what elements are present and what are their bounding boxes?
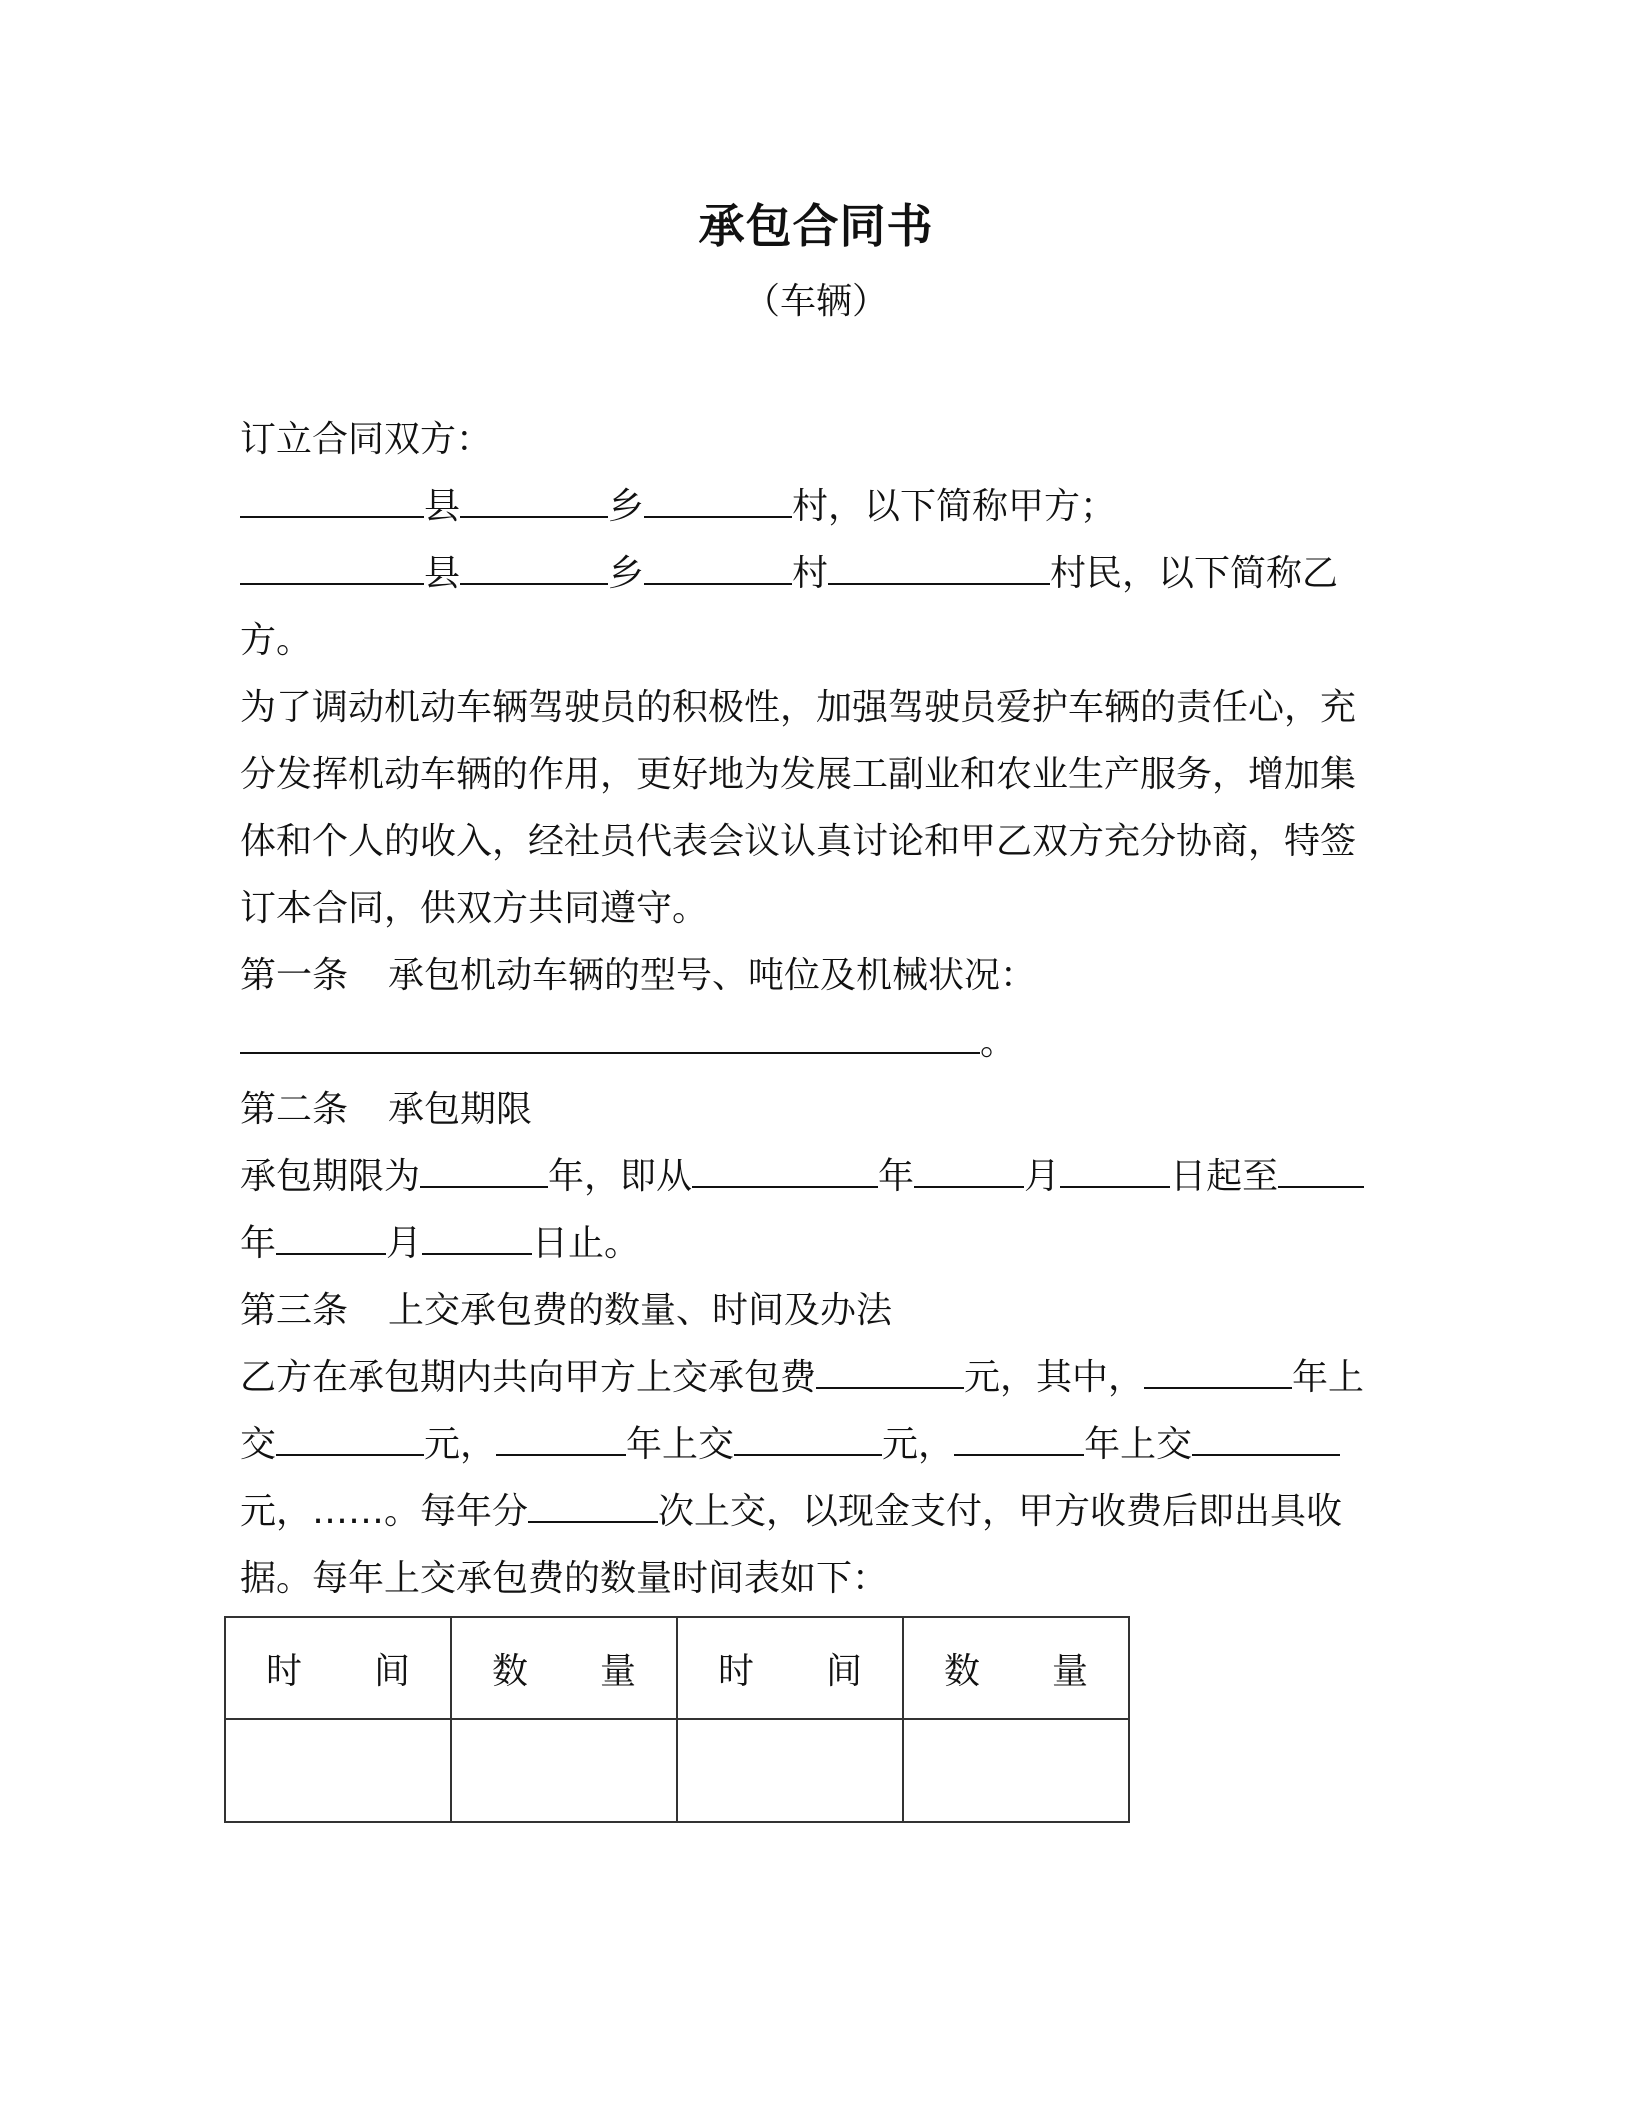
- article-2-line-1: [240, 1143, 1390, 1210]
- document-title: 承包合同书: [698, 199, 934, 253]
- parties-intro: 订立合同双方：: [240, 419, 493, 460]
- party-b-name-blank[interactable]: [828, 553, 1050, 585]
- county-label: 县: [424, 486, 461, 527]
- article-3-line-3: [240, 1478, 1390, 1545]
- term-label: 承包期限为: [240, 1156, 421, 1197]
- fee-total-blank[interactable]: [816, 1357, 964, 1389]
- article-3-line-2: [240, 1411, 1390, 1478]
- start-month-blank[interactable]: [914, 1156, 1024, 1188]
- yuan-label: 元，: [882, 1424, 955, 1465]
- township-label: 乡: [608, 553, 645, 594]
- header-cell-time: 时 间: [677, 1617, 903, 1719]
- party-b-village-blank[interactable]: [644, 553, 792, 585]
- article-1-title: 承包机动车辆的型号、吨位及机械状况：: [388, 955, 1037, 996]
- table-cell[interactable]: [225, 1719, 451, 1822]
- article-1-number: 第一条: [240, 955, 349, 996]
- end-month-blank[interactable]: [276, 1223, 386, 1255]
- fee-total-label: 乙方在承包期内共向甲方上交承包费: [240, 1357, 817, 1398]
- month-label: 月: [386, 1223, 423, 1264]
- installments-label: 元，……。每年分: [240, 1491, 529, 1532]
- document-subtitle: （车辆）: [743, 281, 888, 322]
- preamble-line: 订本合同，供双方共同遵守。: [240, 888, 709, 929]
- header-cell-quantity: 数 量: [903, 1617, 1129, 1719]
- party-b-suffix: 村民，以下简称乙: [1050, 553, 1339, 594]
- end-year-blank[interactable]: [1278, 1156, 1364, 1188]
- party-a-village-blank[interactable]: [644, 486, 792, 518]
- preamble-line: 体和个人的收入，经社员代表会议认真讨论和甲乙双方充分协商，特签: [240, 821, 1357, 862]
- contract-body: [240, 406, 1390, 1612]
- article-2-heading: [240, 1076, 1390, 1143]
- yuan-label: 元，其中，: [964, 1357, 1145, 1398]
- article-2-title: 承包期限: [388, 1089, 533, 1130]
- table-header-row: [225, 1617, 1129, 1719]
- payment-schedule-table: [224, 1616, 1130, 1823]
- party-b-line: [240, 540, 1390, 607]
- fee-amount-2-blank[interactable]: [734, 1424, 882, 1456]
- article-2-number: 第二条: [240, 1089, 349, 1130]
- table-cell[interactable]: [677, 1719, 903, 1822]
- yuan-label: 元，: [424, 1424, 497, 1465]
- term-years-blank[interactable]: [420, 1156, 548, 1188]
- end-day-blank[interactable]: [422, 1223, 532, 1255]
- party-a-line: [240, 473, 1390, 540]
- county-label: 县: [424, 553, 461, 594]
- article-3-line-1: [240, 1344, 1390, 1411]
- table-cell[interactable]: [903, 1719, 1129, 1822]
- vehicle-description-blank[interactable]: [240, 1022, 980, 1054]
- party-a-township-blank[interactable]: [460, 486, 608, 518]
- article-1-end-mark: 。: [980, 1022, 1017, 1063]
- year-pay-label: 年上: [1292, 1357, 1365, 1398]
- village-label: 村: [792, 553, 829, 594]
- start-year-blank[interactable]: [692, 1156, 878, 1188]
- fee-amount-3-blank[interactable]: [1192, 1424, 1340, 1456]
- party-b-township-blank[interactable]: [460, 553, 608, 585]
- article-3-heading: [240, 1277, 1390, 1344]
- table-row: [225, 1719, 1129, 1822]
- article-2-line-2: [240, 1210, 1390, 1277]
- from-label: 年，即从: [548, 1156, 693, 1197]
- preamble-line: 为了调动机动车辆驾驶员的积极性，加强驾驶员爱护车辆的责任心，充: [240, 687, 1357, 728]
- village-label: 村: [792, 486, 829, 527]
- year-label: 年: [878, 1156, 915, 1197]
- party-b-tail: 方。: [240, 620, 313, 661]
- end-label: 日止。: [532, 1223, 641, 1264]
- year-pay-label: 年上交: [626, 1424, 735, 1465]
- fee-year-1-blank[interactable]: [1144, 1357, 1292, 1389]
- pay-label: 交: [240, 1424, 277, 1465]
- article-1-heading: [240, 942, 1390, 1009]
- table-cell[interactable]: [451, 1719, 677, 1822]
- header-cell-quantity: 数 量: [451, 1617, 677, 1719]
- party-b-county-blank[interactable]: [240, 553, 424, 585]
- preamble-line: 分发挥机动车辆的作用，更好地为发展工副业和农业生产服务，增加集: [240, 754, 1357, 795]
- fee-amount-1-blank[interactable]: [276, 1424, 424, 1456]
- installments-blank[interactable]: [528, 1491, 658, 1523]
- party-a-county-blank[interactable]: [240, 486, 424, 518]
- article-3-number: 第三条: [240, 1290, 349, 1331]
- article-3-line-4: 据。每年上交承包费的数量时间表如下：: [240, 1558, 889, 1599]
- township-label: 乡: [608, 486, 645, 527]
- start-day-blank[interactable]: [1060, 1156, 1170, 1188]
- year-label: 年: [240, 1223, 277, 1264]
- article-3-title: 上交承包费的数量、时间及办法: [388, 1290, 893, 1331]
- year-pay-label: 年上交: [1084, 1424, 1193, 1465]
- month-label: 月: [1024, 1156, 1061, 1197]
- header-cell-time: 时 间: [225, 1617, 451, 1719]
- payment-method-text: 次上交，以现金支付，甲方收费后即出具收: [658, 1491, 1343, 1532]
- party-a-suffix: ，以下简称甲方；: [828, 486, 1117, 527]
- fee-year-2-blank[interactable]: [496, 1424, 626, 1456]
- until-label: 日起至: [1170, 1156, 1279, 1197]
- article-1-fill-line: [240, 1009, 1390, 1076]
- fee-year-3-blank[interactable]: [954, 1424, 1084, 1456]
